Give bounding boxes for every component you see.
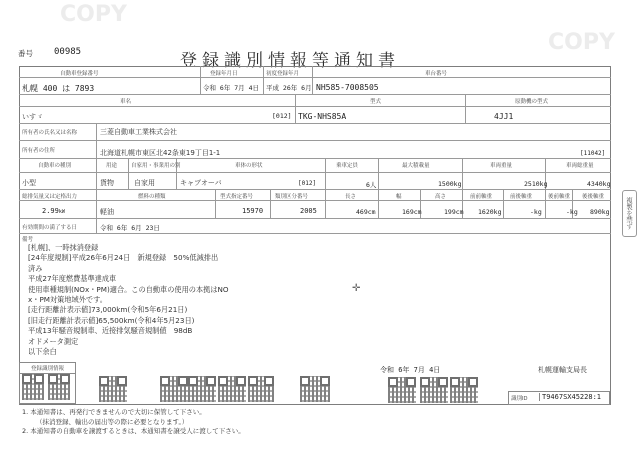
remark-line: 済み xyxy=(28,263,43,273)
use-value: 貨物 xyxy=(100,179,114,187)
load-value: 1500kg xyxy=(438,180,462,188)
class-num-value: 2005 xyxy=(300,207,317,215)
body-code: [012] xyxy=(298,180,317,187)
car-model: TKG-NHS85A xyxy=(298,112,347,121)
capacity-label: 乗車定員 xyxy=(336,163,359,169)
qr-code-11 xyxy=(450,377,478,403)
remark-line: 使用車種規制(NOx・PM)適合。この自動車の使用の本拠はNO xyxy=(28,284,229,294)
crosshair-mark: ✛ xyxy=(352,283,361,294)
kind-value: 小型 xyxy=(22,179,36,187)
qr-code-1 xyxy=(22,374,44,400)
load-label: 最大積載量 xyxy=(402,163,430,169)
qr-code-5 xyxy=(188,376,216,402)
car-name: いすゞ xyxy=(22,113,43,121)
qr-code-7 xyxy=(248,376,274,402)
issuing-office: 札幌運輸支局長 xyxy=(538,366,587,374)
owner-address: 北海道札幌市東区北42条東19丁目1-1 xyxy=(100,149,221,157)
note-line: （抹消登録、輸出の届出等の際に必要となります。） xyxy=(36,417,189,426)
qr-code-4 xyxy=(160,376,188,402)
doc-number: 00985 xyxy=(54,47,82,57)
note-line: 1. 本通知書は、再発行できませんので大切に保管して下さい。 xyxy=(22,408,206,416)
chassis-number: NH585-7008505 xyxy=(316,83,379,92)
remark-line: [札幌]、一時抹消登録 xyxy=(28,243,99,252)
type-num-value: 15970 xyxy=(242,207,264,215)
width-value: 169cm xyxy=(402,208,422,216)
qr-code-10 xyxy=(420,377,448,403)
ff-value: 1620kg xyxy=(478,208,502,216)
width-label: 幅 xyxy=(396,194,402,200)
model-label: 型式 xyxy=(370,99,382,105)
length-label: 長さ xyxy=(345,194,357,200)
body-label: 車体の形状 xyxy=(235,163,263,169)
reg-number: 札幌 400 は 7893 xyxy=(22,84,95,93)
rr-label: 後後軸重 xyxy=(582,194,605,200)
footer-notes xyxy=(22,408,245,437)
displacement-value: 2.99kW xyxy=(42,207,65,215)
car-name-label: 車名 xyxy=(120,99,132,105)
note-line: 2. 本通知書の自動車を譲渡するときは、本通知書を譲受人に渡して下さい。 xyxy=(22,427,245,435)
doc-number-label: 番号 xyxy=(18,49,33,58)
height-label: 高さ xyxy=(435,194,447,200)
page-title: 登録識別情報等通知書 xyxy=(180,51,400,71)
remark-line: 以下余白 xyxy=(28,347,57,357)
private-value: 自家用 xyxy=(134,179,155,187)
watermark-left: COPY xyxy=(60,2,127,27)
private-label: 自家用・事業用の別 xyxy=(131,163,181,169)
remarks-label: 備考 xyxy=(22,237,34,243)
gross-label: 車両総重量 xyxy=(566,163,594,169)
rf-value: -kg xyxy=(566,208,578,216)
id-label: 識別ID xyxy=(511,396,528,402)
displacement-label: 総排気量又は定格出力 xyxy=(22,194,78,200)
first-reg: 平成 26年 6月 xyxy=(266,84,312,92)
remark-line: [旧走行距離計表示値]65,500km(令和4年5月23日) xyxy=(28,315,195,325)
ff-label: 前前軸重 xyxy=(470,194,493,200)
weight-label: 車両重量 xyxy=(490,163,513,169)
owner-name-label: 所有者の氏名又は名称 xyxy=(22,130,78,136)
qr-code-8 xyxy=(300,376,330,402)
remark-line: [走行距離計表示値]73,000km(令和5年6月21日) xyxy=(28,305,188,315)
fuel-value: 軽油 xyxy=(100,208,114,216)
class-num-label: 類別区分番号 xyxy=(275,194,309,200)
chassis-label: 車台番号 xyxy=(425,71,448,77)
qr-code-6 xyxy=(218,376,246,402)
kind-label: 自動車の種別 xyxy=(38,163,72,169)
weight-value: 2510kg xyxy=(524,180,548,188)
remark-line: 平成13年騒音規制車、近接排気騒音規制値 98dB xyxy=(28,326,193,336)
remarks-block xyxy=(28,243,229,357)
owner-name: 三菱自動車工業株式会社 xyxy=(100,128,177,136)
watermark-right: COPY xyxy=(548,30,615,55)
owner-address-label: 所有者の住所 xyxy=(22,148,56,154)
id-value: T9467SX45228:1 xyxy=(539,393,601,401)
reg-date: 令和 6年 7月 4日 xyxy=(203,84,259,92)
qr-label: 登録識別情報 xyxy=(20,363,75,374)
fr-value: -kg xyxy=(530,208,542,216)
id-box xyxy=(508,391,610,405)
engine-label: 原動機の型式 xyxy=(515,99,549,105)
qr-code-3 xyxy=(99,376,127,402)
remark-line: x・PM対策地域外です。 xyxy=(28,295,107,305)
reg-number-label: 自動車登録番号 xyxy=(60,71,99,77)
use-label: 用途 xyxy=(106,163,118,169)
remark-line: オドメータ測定 xyxy=(28,336,79,346)
remark-line: 平成27年度燃費基準達成車 xyxy=(28,274,117,284)
engine-model: 4JJ1 xyxy=(494,112,514,121)
type-num-label: 型式指定番号 xyxy=(220,194,254,200)
length-value: 469cm xyxy=(356,208,376,216)
rf-label: 後前軸重 xyxy=(548,194,571,200)
issue-date: 令和 6年 7月 4日 xyxy=(380,366,441,374)
qr-code-2 xyxy=(48,374,70,400)
rr-value: 890kg xyxy=(590,208,610,216)
fr-label: 前後軸重 xyxy=(510,194,533,200)
body-value: キャブオーバ xyxy=(180,179,222,187)
copy-stamp: 複製を禁ず xyxy=(622,190,637,237)
owner-address-code: [11042] xyxy=(580,150,606,157)
gross-value: 4340kg xyxy=(587,180,611,188)
remark-line: [24年度規制]平成26年6月24日 新規登録 50%低減排出 xyxy=(28,253,219,263)
expiry-label: 有効期間の満了する日 xyxy=(22,225,78,231)
qr-code-9 xyxy=(388,377,416,403)
expiry-value: 令和 6年 6月 23日 xyxy=(100,224,160,232)
capacity-value: 6人 xyxy=(366,181,377,189)
car-cat-code: [012] xyxy=(272,112,292,120)
reg-date-label: 登録年月日 xyxy=(210,71,238,77)
height-value: 199cm xyxy=(444,208,464,216)
fuel-label: 燃料の種類 xyxy=(138,194,166,200)
first-reg-label: 初度登録年月 xyxy=(266,71,300,77)
